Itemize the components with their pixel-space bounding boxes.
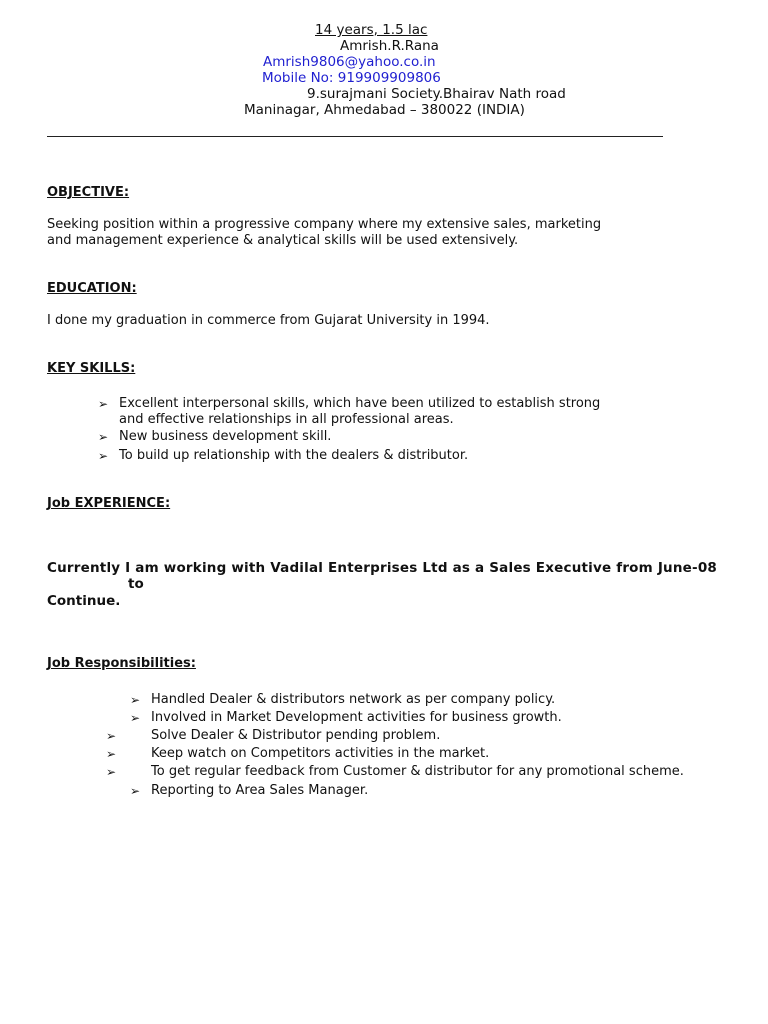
list-item: To get regular feedback from Customer & distributor for any promotional scheme. [151, 764, 684, 779]
responsibilities-heading: Job Responsibilities: [47, 656, 196, 671]
list-item: Solve Dealer & Distributor pending problem. [151, 728, 441, 743]
objective-line-1: Seeking position within a progressive company where my extensive sales, marketing [47, 217, 602, 232]
list-item: Excellent interpersonal skills, which have been utilized to establish strong [119, 396, 601, 411]
address-line-2: Maninagar, Ahmedabad – 380022 (INDIA) [244, 102, 525, 118]
arrow-bullet-icon: ➢ [130, 784, 141, 798]
education-text: I done my graduation in commerce from Gujarat University in 1994. [47, 313, 490, 328]
email-text: Amrish9806@yahoo.co.in [263, 54, 436, 70]
arrow-bullet-icon: ➢ [98, 397, 109, 411]
arrow-bullet-icon: ➢ [130, 693, 141, 707]
arrow-bullet-icon: ➢ [106, 747, 117, 761]
list-item: Involved in Market Development activities for business growth. [151, 710, 562, 725]
candidate-name: Amrish.R.Rana [340, 38, 439, 54]
arrow-bullet-icon: ➢ [106, 729, 117, 743]
list-item: Handled Dealer & distributors network as per company policy. [151, 692, 556, 707]
header-divider [47, 136, 663, 137]
arrow-bullet-icon: ➢ [98, 449, 109, 463]
objective-line-2: and management experience & analytical skills will be used extensively. [47, 233, 519, 248]
experience-line-3: Continue. [47, 593, 121, 609]
arrow-bullet-icon: ➢ [130, 711, 141, 725]
arrow-bullet-icon: ➢ [98, 430, 109, 444]
experience-line-1: Currently I am working with Vadilal Enterprises Ltd as a Sales Executive from June-08 [47, 560, 718, 576]
list-item: To build up relationship with the dealers & distributor. [119, 448, 469, 463]
list-item: New business development skill. [119, 429, 332, 444]
list-item: Keep watch on Competitors activities in the market. [151, 746, 490, 761]
key-skills-heading: KEY SKILLS: [47, 361, 136, 376]
address-line-1: 9.surajmani Society.Bhairav Nath road [307, 86, 566, 102]
mobile-text: Mobile No: 919909909806 [262, 70, 441, 86]
experience-line-2: to [128, 576, 144, 592]
objective-heading: OBJECTIVE: [47, 185, 130, 200]
list-item-continuation: and effective relationships in all professional areas. [119, 412, 454, 427]
education-heading: EDUCATION: [47, 281, 137, 296]
arrow-bullet-icon: ➢ [106, 765, 117, 779]
resume-summary: 14 years, 1.5 lac [315, 22, 428, 38]
experience-heading: Job EXPERIENCE: [47, 496, 171, 511]
list-item: Reporting to Area Sales Manager. [151, 783, 369, 798]
